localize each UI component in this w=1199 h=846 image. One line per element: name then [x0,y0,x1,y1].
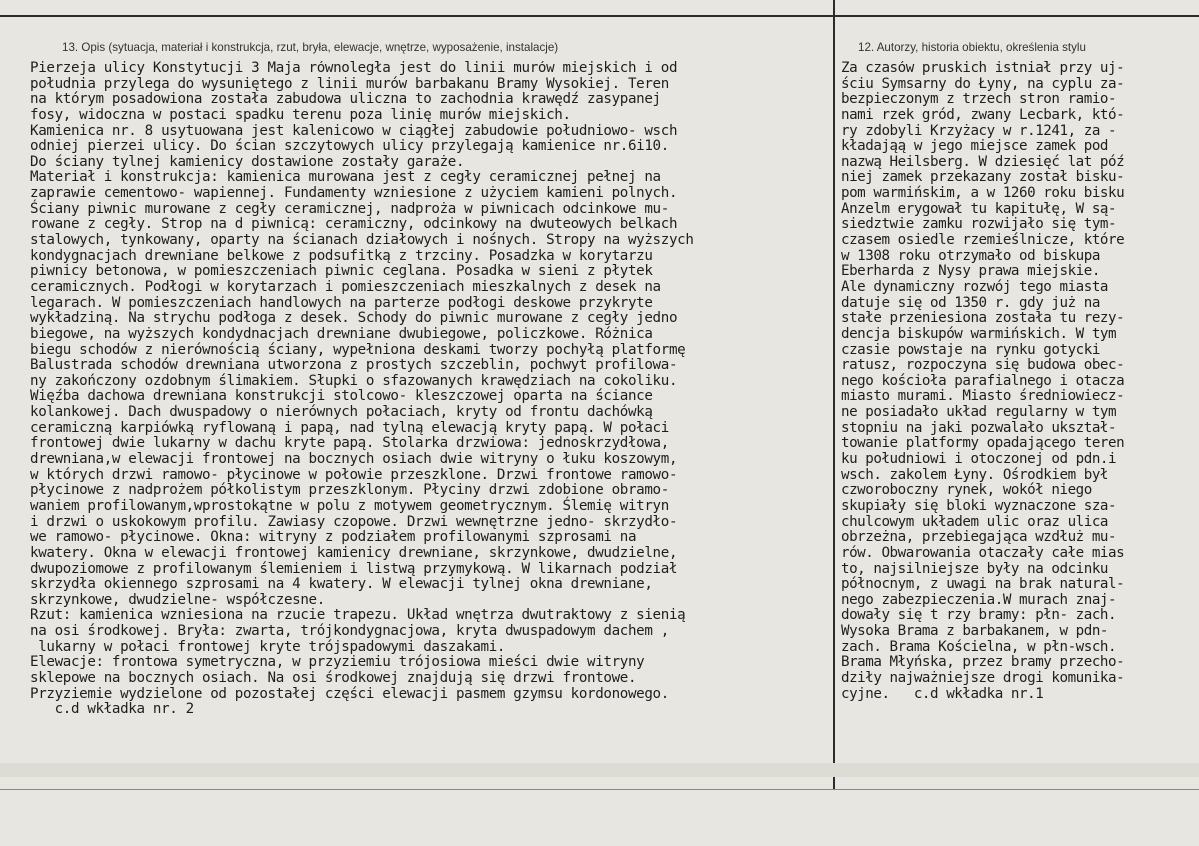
text-line: pom warmińskim, a w 1260 roku bisku [841,185,1125,202]
mirrored-bleedthrough-strip [0,763,1199,777]
text-line: drewniana,w elewacji frontowej na bocznych osiach dwie witryny o łuku koszowym, [30,451,678,468]
text-line: północnym, z uwagi na brak natural- [841,576,1125,593]
text-line: Wysoka Brama z barbakanem, w pdn- [841,623,1109,640]
text-line: w 1308 roku otrzymało od biskupa [841,247,1100,264]
text-line: Eberharda z Nysy prawa miejskie. [841,263,1100,280]
text-line: Więźba dachowa drewniana konstrukcji stolcowo- kleszczowej oparta na ściance [30,388,653,405]
text-line: datuje się od 1350 r. gdy już na [841,294,1100,311]
text-line: ku południowi i otoczonej od pdn.i [841,451,1117,468]
text-line: bezpieczonym z trzech stron ramio- [841,91,1117,108]
text-line: piwnicy betonowa, w pomieszczeniach piwnic ceglana. Posadka w sieni z płytek [30,263,653,280]
text-line: skrzynkowe, dwudzielne- współczesne. [30,591,325,608]
text-line: kwatery. Okna w elewacji frontowej kamienicy drewniane, skrzynkowe, dwudzielne, [30,544,678,561]
text-line: waniem profilowanym,wprostokątne w polu z motywem geometrycznym. Ślemię witryn [30,497,669,514]
text-line: odniej pierzei ulicy. Do ścian szczytowych ulicy przylegają kamienice nr.6i10. [30,138,669,155]
text-line: Do ściany tylnej kamienicy dostawione zostały garaże. [30,153,465,170]
text-line: miasto murami. Miasto średniowiecz- [841,388,1125,405]
text-line: stalowych, tynkowany, oparty na ścianach działowych i nośnych. Stropy na wyższych [30,232,694,249]
text-line: fosy, widoczna w postaci spadku terenu poza linię murów miejskich. [30,106,571,123]
column-divider [833,0,835,790]
text-line: Kamienica nr. 8 usytuowana jest kalenicowo w ciągłej zabudowie południowo- wsch [30,122,678,139]
text-line: biegu schodów z nierównością ściany, wypełniona deskami tworzy pochyłą platformę [30,341,686,358]
text-line: wsch. zakolem Łyny. Ośrodkiem był [841,466,1109,483]
text-line: ry zdobyli Krzyżacy w r.1241, za - [841,122,1117,139]
text-line: Rzut: kamienica wzniesiona na rzucie trapezu. Układ wnętrza dwutraktowy z sienią [30,607,686,624]
text-line: dziły najważniejsze drogi komunika- [841,669,1125,686]
text-line: skupiały się bloki wyznaczone sza- [841,497,1117,514]
text-line: nego zabezpieczenia.W murach znaj- [841,591,1117,608]
text-line: ne posiadało układ regularny w tym [841,404,1117,421]
text-line: nego kościoła parafialnego i otacza [841,372,1125,389]
text-line: towanie platformy opadającego teren [841,435,1125,452]
text-line: kolankowej. Dach dwuspadowy o nierównych połaciach, kryty od frontu dachówką [30,404,653,421]
text-line: wykładziną. Na strychu podłoga z desek. Schody do piwnic murowane z cegły jedno [30,310,678,327]
top-rule [0,15,1199,17]
bottom-rule [0,789,1199,790]
text-line: ratusz, rozpoczyna się budowa obec- [841,357,1125,374]
text-line: to, najsilniejsze były na odcinku [841,560,1109,577]
text-line: w których drzwi ramowo- płycinowe w połowie przeszklone. Drzwi frontowe ramowo- [30,466,678,483]
text-line: rowane z cegły. Strop na d piwnicą: ceramiczny, odcinkowy na dwuteowych belkach [30,216,678,233]
text-line: Pierzeja ulicy Konstytucji 3 Maja równoległa jest do linii murów miejskich i od [30,61,678,76]
text-line: Ale dynamiczny rozwój tego miasta [841,278,1109,295]
text-line: Balustrada schodów drewniana utworzona z prostych szczeblin, pochwyt profilowa- [30,357,678,374]
text-line: ceramicznych. Podłogi w korytarzach i pomieszczeniach mieszkalnych z desek na [30,278,661,295]
text-line: zaprawie cementowo- wapiennej. Fundamenty wzniesione z użyciem kamieni polnych. [30,185,678,202]
text-line: siedztwie zamku rozwijało się tym- [841,216,1117,233]
text-line: sklepowe na bocznych osiach. Na osi środkowej znajdują się drzwi frontowe. [30,669,637,686]
text-line: Brama Młyńska, przez bramy przecho- [841,654,1125,671]
text-line: frontowej dwie lukarny w dachu kryte papą. Stolarka drzwiowa: jednoskrzydłowa, [30,435,669,452]
text-line: c.d wkładka nr. 2 [30,701,194,718]
text-line: dencja biskupów warmińskich. W tym [841,325,1117,342]
text-line: biegowe, na wyższych kondydnacjach drewniane dwubiegowe, policzkowe. Różnica [30,325,653,342]
description-header: 13. Opis (sytuacja, materiał i konstrukcja, rzut, bryła, elewacje, wnętrze, wyposażenie, instalacje) [62,41,559,54]
text-line: stałe przeniesiona została tu rezy- [841,310,1125,327]
text-line: zach. Brama Kościelna, w płn-wsch. [841,638,1117,655]
text-line: cyjne. c.d wkładka nr.1 [841,685,1044,702]
text-line: Anzelm erygował tu kapitułę, W są- [841,200,1117,217]
text-line: płycinowe z nadprożem półkolistym przeszklonym. Płyciny drzwi zdobione obramo- [30,482,669,499]
text-line: czasie powstaje na rynku gotycki [841,341,1100,358]
text-line: skrzydła okiennego szprosami na 4 kwatery. W elewacji tylnej okna drewniane, [30,576,653,593]
text-line: we ramowo- płycinowe. Okna: witryny z podziałem profilowanymi szprosami na [30,529,637,546]
text-line: obrzeżna, przebiegająca wzdłuż mu- [841,529,1117,546]
text-line: kondygnacjach drewniane belkowe z podsufitką z trzciny. Posadzka w korytarzu [30,247,653,264]
text-line: dowały się t rzy bramy: płn- zach. [841,607,1117,624]
description-text [30,61,830,718]
text-line: nazwą Heilsberg. W dziesięć lat póź [841,153,1125,170]
text-line: kładająą w jego miejsce zamek pod [841,138,1109,155]
text-line: rów. Obwarowania otaczały całe mias [841,544,1125,561]
text-line: ceramiczną karpiówką ryflowaną i papą, nad tylną elewacją kryty papą. W połaci [30,419,669,436]
text-line: czworoboczny rynek, wokół niego [841,482,1092,499]
text-line: na którym posadowiona została zabudowa uliczna to zachodnia krawędź zasypanej [30,91,661,108]
text-line: Elewacje: frontowa symetryczna, w przyziemiu trójosiowa mieści dwie witryny [30,654,645,671]
text-line: ny zakończony ozdobnym ślimakiem. Słupki o sfazowanych krawędziach na cokoliku. [30,372,678,389]
text-line: lukarny w połaci frontowej kryte trójspadowymi daszakami. [30,638,506,655]
text-line: stopniu na jaki pozwalało ukształ- [841,419,1117,436]
text-line: niej zamek przekazany został bisku- [841,169,1125,186]
text-line: ściu Symsarny do Łyny, na cyplu za- [841,75,1125,92]
text-line: Ściany piwnic murowane z cegły ceramicznej, nadproża w piwnicach odcinkowe mu- [30,200,669,217]
text-line: i drzwi o uskokowym profilu. Zawiasy czopowe. Drzwi wewnętrzne jedno- skrzydło- [30,513,678,530]
text-line: nami rzek gród, zwany Lecbark, któ- [841,106,1125,123]
text-line: Za czasów pruskich istniał przy uj- [841,61,1125,76]
text-line: dwupoziomowe z profilowanym ślemieniem i listwą przymykową. W likarnach podział [30,560,678,577]
text-line: Materiał i konstrukcja: kamienica murowana jest z cegły ceramicznej pełnej na [30,169,661,186]
text-line: legarach. W pomieszczeniach handlowych na parterze podłogi deskowe przykryte [30,294,653,311]
text-line: południa przylega do wysuniętego z linii murów barbakanu Bramy Wysokiej. Teren [30,75,669,92]
history-header: 12. Autorzy, historia obiektu, określenia stylu [858,41,1086,54]
text-line: na osi środkowej. Bryła: zwarta, trójkondygnacjowa, kryta dwuspadowym dachem , [30,623,669,640]
text-line: Przyziemie wydzielone od pozostałej części elewacji pasmem gzymsu kordonowego. [30,685,669,702]
text-line: czasem osiedle rzemieślnicze, które [841,232,1125,249]
text-line: chulcowym układem ulic oraz ulica [841,513,1109,530]
history-text [841,61,1196,702]
